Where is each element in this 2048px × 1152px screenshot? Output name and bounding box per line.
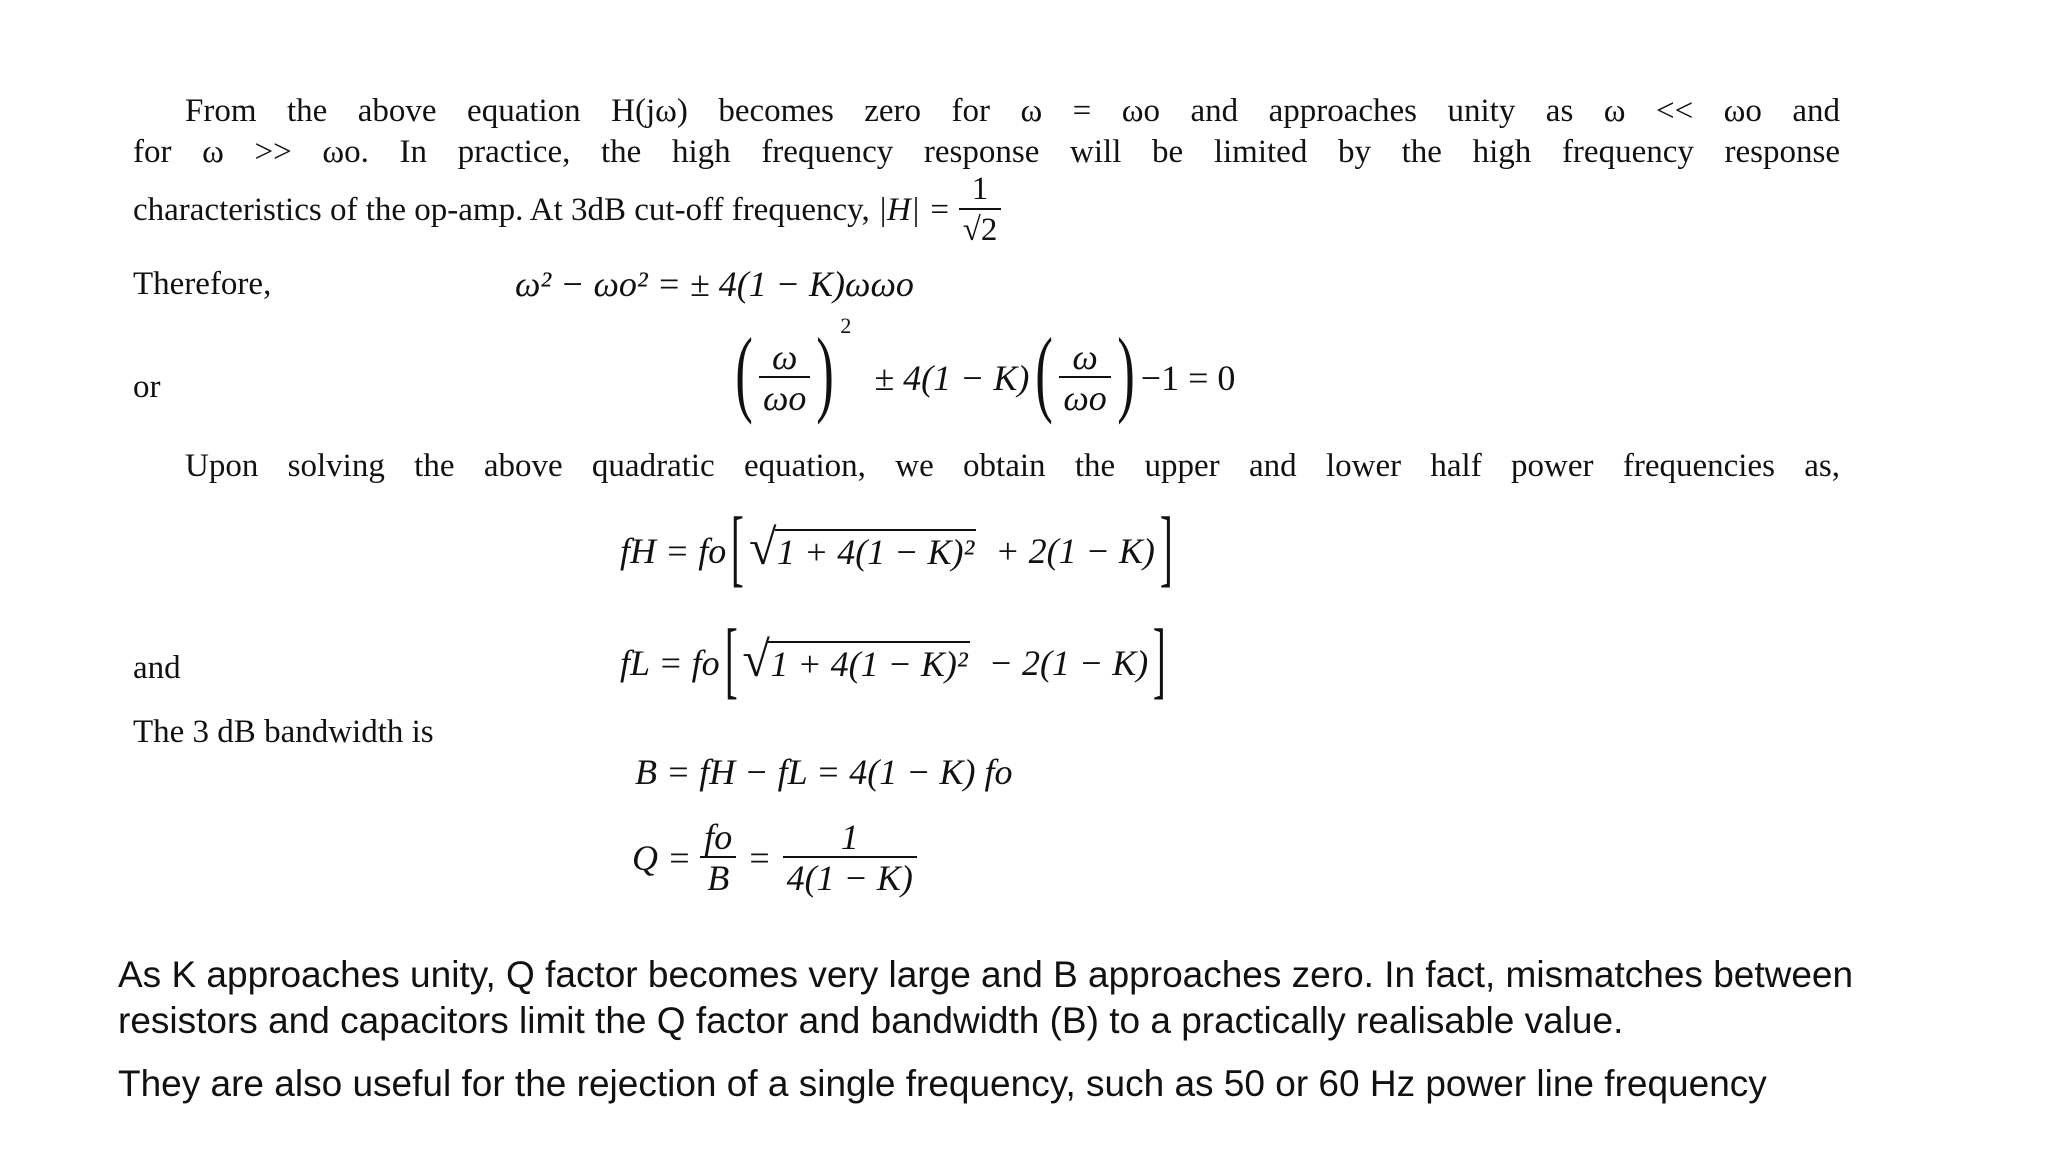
fh-radicand: 1 + 4(1 − K)² — [775, 529, 976, 573]
fl-sqrt — [742, 631, 969, 687]
or-equation — [735, 313, 1236, 440]
fl-lhs: fL = fo — [620, 643, 720, 683]
q-lhs: Q = — [632, 838, 692, 878]
omega-ratio-2 — [1059, 338, 1110, 418]
intro-line-2: for ω >> ωo. In practice, the high frequency response will be limited by the high frequency response — [133, 134, 1840, 170]
bandwidth-label: The 3 dB bandwidth is — [133, 714, 434, 750]
fl-tail: − 2(1 − K) — [988, 643, 1149, 683]
fraction-numerator: 1 — [971, 171, 989, 207]
fl-left-bracket: [ — [724, 611, 738, 707]
fraction-denominator: √2 — [959, 208, 1002, 250]
or-label: or — [133, 369, 161, 405]
squared-exponent: 2 — [840, 313, 852, 339]
fl-right-bracket: ] — [1153, 611, 1167, 707]
fh-tail: + 2(1 − K) — [995, 531, 1155, 571]
omega-num: ω — [771, 337, 798, 377]
equation-tail: −1 = 0 — [1140, 358, 1236, 398]
omega-o-den-2: ωo — [1059, 376, 1110, 418]
q-num-2: 1 — [840, 817, 859, 857]
right-paren-2: ) — [1116, 318, 1135, 425]
omega-ratio-1 — [759, 338, 810, 418]
fh-equation — [620, 499, 1173, 595]
q-den-2: 4(1 − K) — [783, 856, 917, 898]
q-num-1: fo — [704, 817, 733, 857]
radical-sign-2: √ — [742, 631, 770, 687]
therefore-equation: ω² − ωo² = ± 4(1 − K)ωωo — [515, 264, 914, 304]
radical-sign: √ — [748, 519, 777, 575]
and-label: and — [133, 650, 181, 686]
left-paren: ( — [735, 318, 753, 425]
plus-minus-term: ± 4(1 − K) — [874, 358, 1030, 398]
note-paragraph-2: They are also useful for the rejection of a single frequency, such as 50 or 60 Hz power line frequency — [118, 1063, 1767, 1104]
intro-line-3 — [133, 170, 1001, 250]
note-paragraph-1-line-2: resistors and capacitors limit the Q factor and bandwidth (B) to a practically realisable value. — [118, 1000, 1624, 1041]
fl-equation — [620, 611, 1167, 707]
q-equals: = — [749, 838, 770, 878]
fo-over-b — [700, 818, 736, 898]
note-paragraph-1-line-1: As K approaches unity, Q factor becomes very large and B approaches zero. In fact, mismatches between — [118, 954, 1854, 995]
intro-line-3-text: characteristics of the op-amp. At 3dB cut-off frequency, — [133, 192, 870, 228]
omega-num-2: ω — [1072, 337, 1098, 377]
fl-radicand: 1 + 4(1 − K)² — [768, 641, 969, 685]
bandwidth-equation: B = fH − fL = 4(1 − K) fo — [635, 752, 1013, 792]
fh-sqrt — [748, 519, 976, 575]
left-paren-2: ( — [1035, 318, 1054, 425]
q-equation — [632, 818, 917, 898]
right-paren: ) — [816, 318, 835, 425]
fh-left-bracket: [ — [731, 499, 745, 595]
solving-text: Upon solving the above quadratic equation, we obtain the upper and lower half power frequencies as, — [185, 448, 1840, 484]
therefore-label: Therefore, — [133, 266, 272, 302]
one-over-4-1-k — [783, 818, 917, 898]
one-over-root-two — [959, 170, 1002, 250]
omega-o-den: ωo — [759, 376, 810, 418]
h-magnitude: |H| = — [877, 192, 951, 228]
q-den-1: B — [700, 856, 736, 898]
fh-right-bracket: ] — [1159, 499, 1173, 595]
intro-line-1: From the above equation H(jω) becomes zero for ω = ωo and approaches unity as ω << ωo and — [185, 93, 1840, 129]
fh-lhs: fH = fo — [620, 531, 727, 571]
